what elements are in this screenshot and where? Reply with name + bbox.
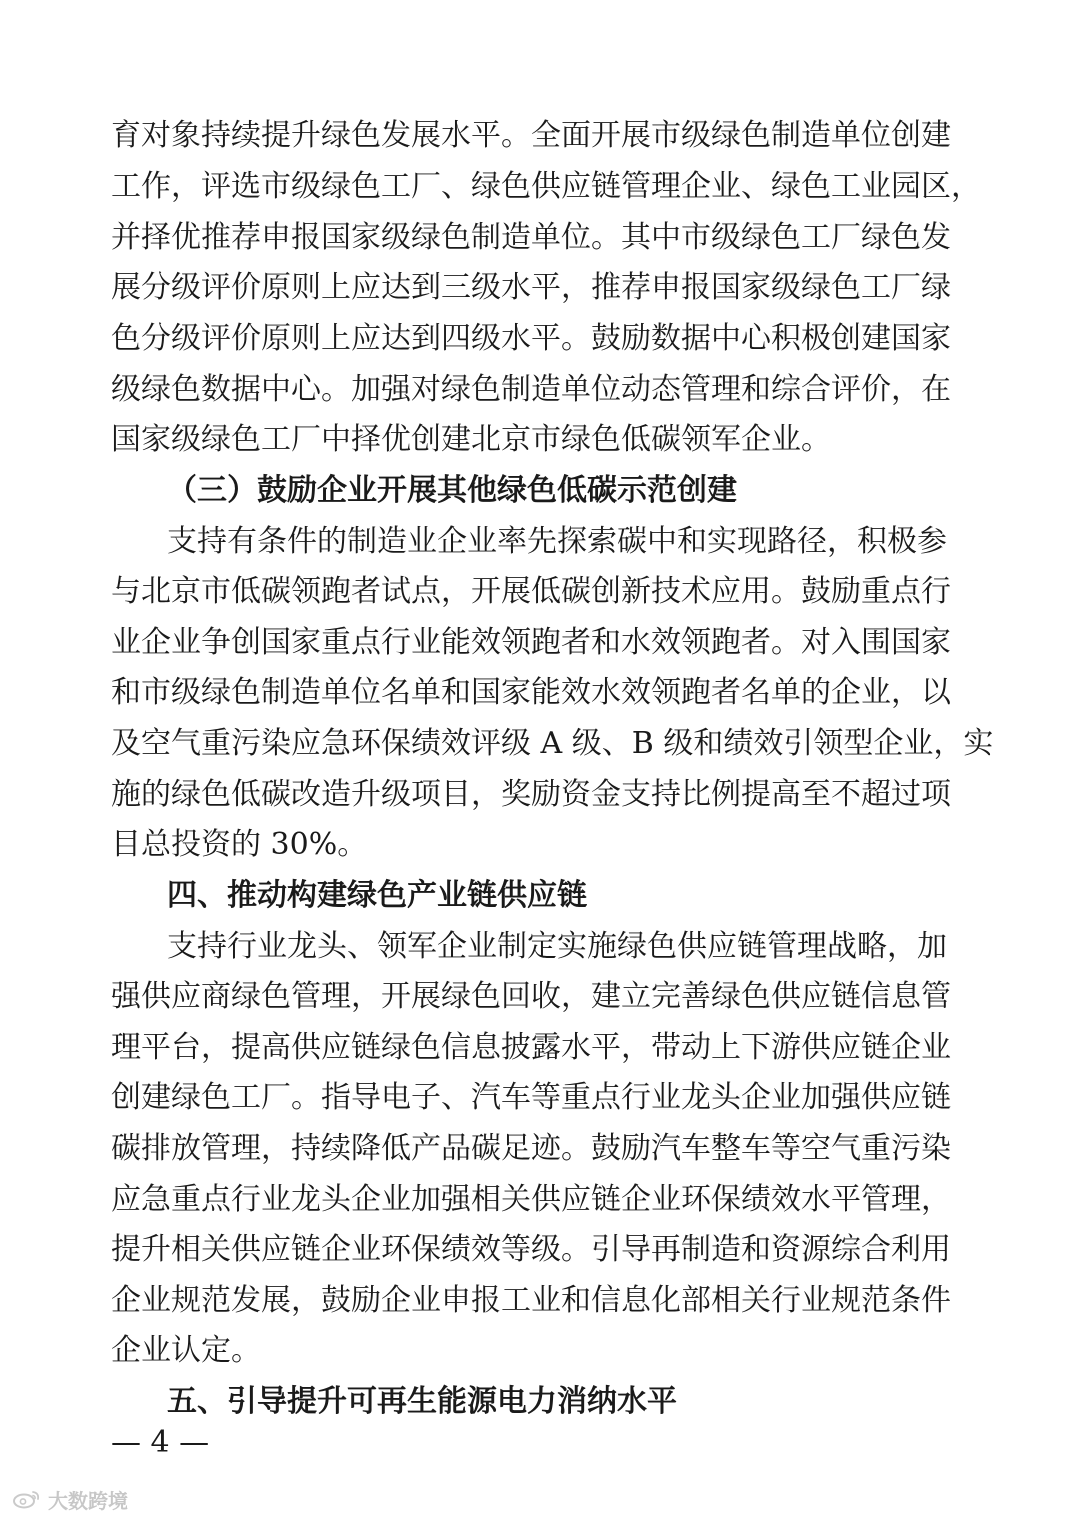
body-text-line: 和市级绿色制造单位名单和国家能效水效领跑者名单的企业，以 — [111, 675, 951, 710]
body-text-line: 级绿色数据中心。加强对绿色制造单位动态管理和综合评价，在 — [111, 372, 951, 407]
section-heading: 五、引导提升可再生能源电力消纳水平 — [167, 1384, 677, 1419]
body-text-line: 国家级绿色工厂中择优创建北京市绿色低碳领军企业。 — [111, 422, 831, 457]
body-text-line: 与北京市低碳领跑者试点，开展低碳创新技术应用。鼓励重点行 — [111, 574, 951, 609]
body-text-line: 提升相关供应链企业环保绩效等级。引导再制造和资源综合利用 — [111, 1232, 951, 1267]
paragraph-first-line: 支持有条件的制造业企业率先探索碳中和实现路径，积极参 — [167, 524, 947, 559]
body-text-line: 目总投资的 30%。 — [111, 827, 368, 862]
body-text-line: 施的绿色低碳改造升级项目，奖励资金支持比例提高至不超过项 — [111, 777, 951, 812]
body-text-line: 工作，评选市级绿色工厂、绿色供应链管理企业、绿色工业园区， — [111, 169, 981, 204]
paragraph-first-line: 支持行业龙头、领军企业制定实施绿色供应链管理战略，加 — [167, 929, 947, 964]
body-text-line: 展分级评价原则上应达到三级水平，推荐申报国家级绿色工厂绿 — [111, 270, 951, 305]
watermark — [12, 1484, 128, 1514]
body-text-line: 育对象持续提升绿色发展水平。全面开展市级绿色制造单位创建 — [111, 118, 951, 153]
weibo-logo-icon — [12, 1489, 42, 1509]
body-text-line: 业企业争创国家重点行业能效领跑者和水效领跑者。对入围国家 — [111, 625, 951, 660]
body-text-line: 色分级评价原则上应达到四级水平。鼓励数据中心积极创建国家 — [111, 321, 951, 356]
section-subheading: （三）鼓励企业开展其他绿色低碳示范创建 — [167, 473, 737, 508]
body-text-line: 及空气重污染应急环保绩效评级 A 级、B 级和绩效引领型企业，实 — [111, 726, 994, 761]
watermark-text: 大数跨境 — [48, 1488, 128, 1513]
body-text-line: 创建绿色工厂。指导电子、汽车等重点行业龙头企业加强供应链 — [111, 1080, 951, 1115]
body-text-line: 企业规范发展，鼓励企业申报工业和信息化部相关行业规范条件 — [111, 1283, 951, 1318]
body-text-line: 强供应商绿色管理，开展绿色回收，建立完善绿色供应链信息管 — [111, 979, 951, 1014]
body-text-line: 企业认定。 — [111, 1333, 261, 1368]
page-number: — 4 — — [111, 1425, 210, 1460]
body-text-line: 理平台，提高供应链绿色信息披露水平，带动上下游供应链企业 — [111, 1030, 951, 1065]
body-text-line: 碳排放管理，持续降低产品碳足迹。鼓励汽车整车等空气重污染 — [111, 1131, 951, 1166]
body-text-line: 并择优推荐申报国家级绿色制造单位。其中市级绿色工厂绿色发 — [111, 220, 951, 255]
body-text-line: 应急重点行业龙头企业加强相关供应链企业环保绩效水平管理， — [111, 1182, 951, 1217]
section-heading: 四、推动构建绿色产业链供应链 — [167, 878, 587, 913]
